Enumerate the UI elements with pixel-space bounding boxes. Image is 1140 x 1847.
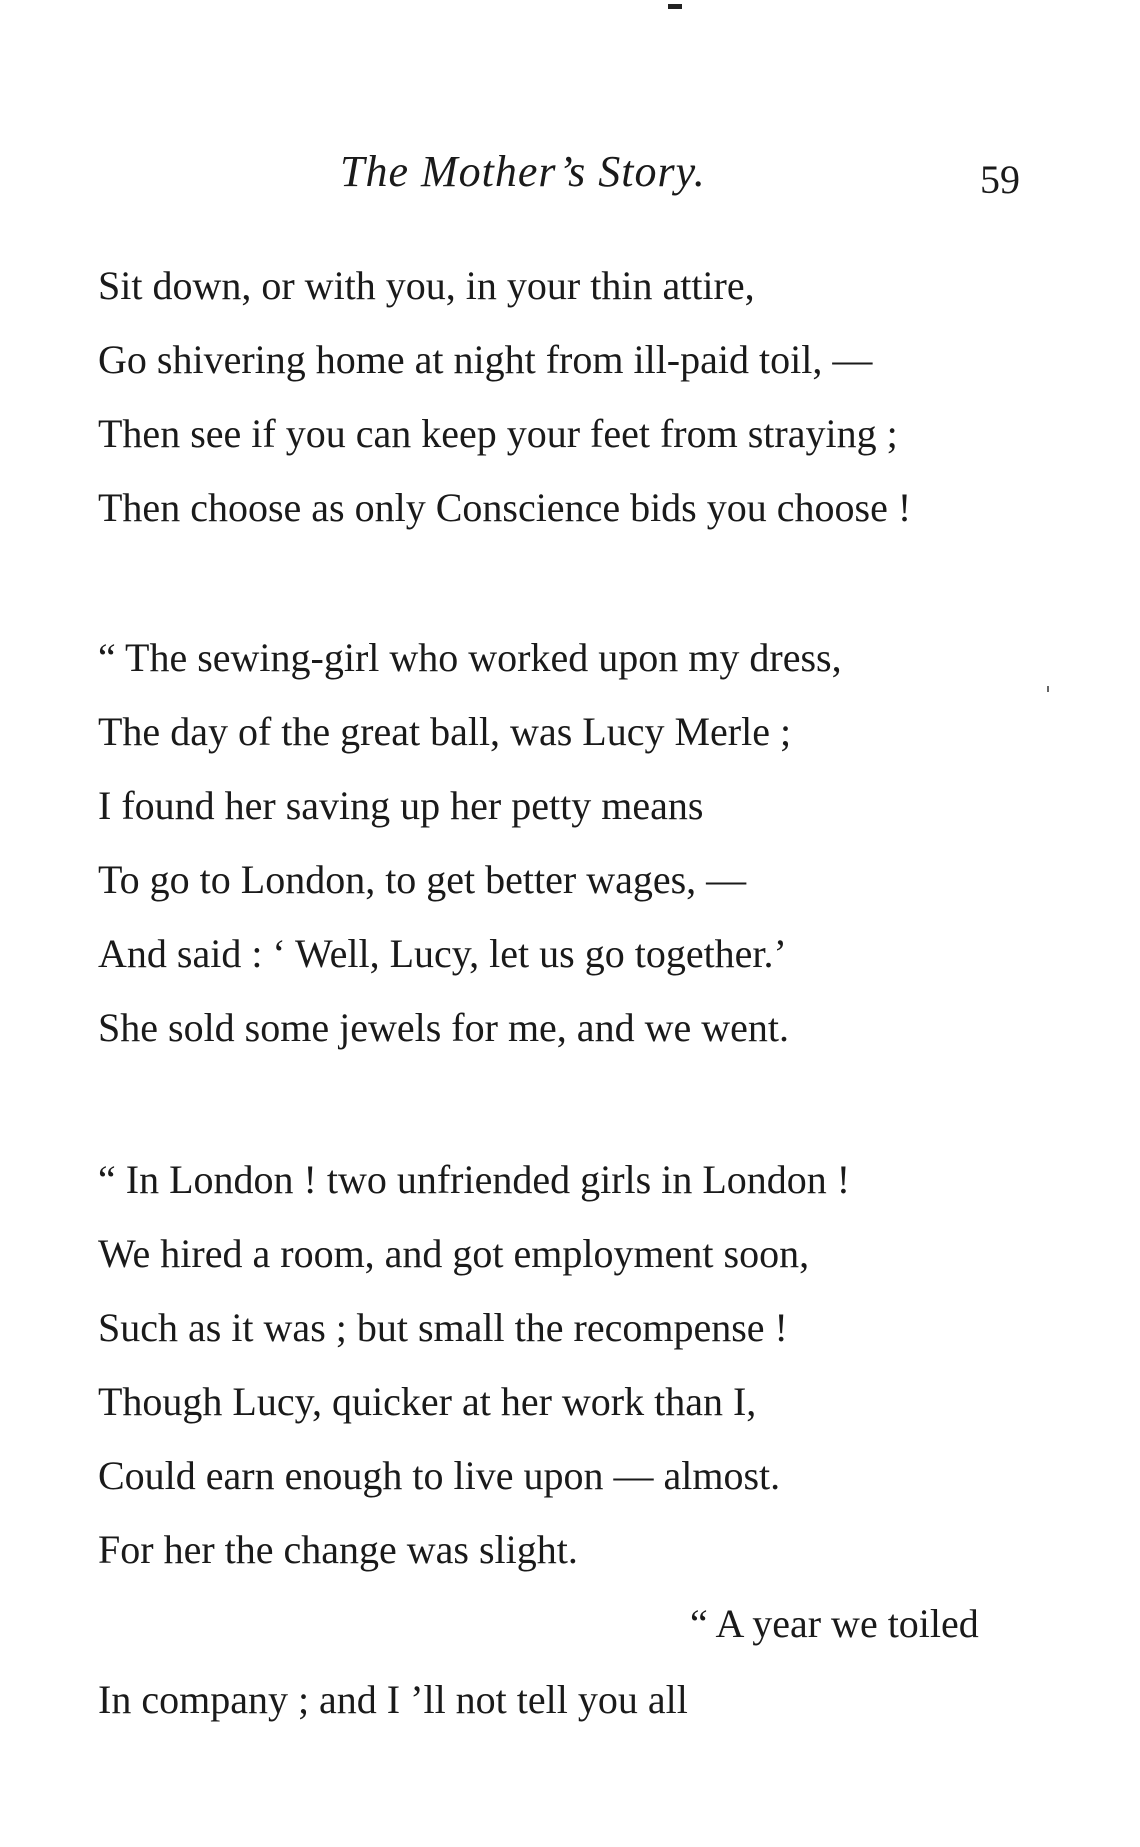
poem-line: Could earn enough to live upon — almost. <box>98 1453 781 1498</box>
poem-line: “ The sewing-girl who worked upon my dress, <box>98 635 842 680</box>
poem-line: Then choose as only Conscience bids you choose ! <box>98 485 912 530</box>
poem-line: In company ; and I ’ll not tell you all <box>98 1677 688 1722</box>
poem-line: Though Lucy, quicker at her work than I, <box>98 1379 757 1424</box>
poem-line: She sold some jewels for me, and we went. <box>98 1005 789 1050</box>
poem-line: To go to London, to get better wages, — <box>98 857 747 902</box>
poem-line: Go shivering home at night from ill-paid toil, — <box>98 337 873 382</box>
poem-line: “ In London ! two unfriended girls in London ! <box>98 1157 851 1202</box>
poem-line-indented: “ A year we toiled <box>690 1601 979 1646</box>
poem-line: I found her saving up her petty means <box>98 783 704 828</box>
running-header-title: The Mother’s Story. <box>340 147 706 196</box>
poem-line: Then see if you can keep your feet from straying ; <box>98 411 898 456</box>
poem-line: For her the change was slight. <box>98 1527 578 1572</box>
poem-line: And said : ‘ Well, Lucy, let us go together.’ <box>98 931 787 976</box>
poem-line: We hired a room, and got employment soon, <box>98 1231 810 1276</box>
poem-line: Sit down, or with you, in your thin attire, <box>98 263 755 308</box>
page-number: 59 <box>980 157 1020 202</box>
poem-line: The day of the great ball, was Lucy Merle ; <box>98 709 792 754</box>
poem-line: Such as it was ; but small the recompense ! <box>98 1305 788 1350</box>
paper-speck <box>1047 686 1049 692</box>
top-ink-mark <box>668 4 682 9</box>
